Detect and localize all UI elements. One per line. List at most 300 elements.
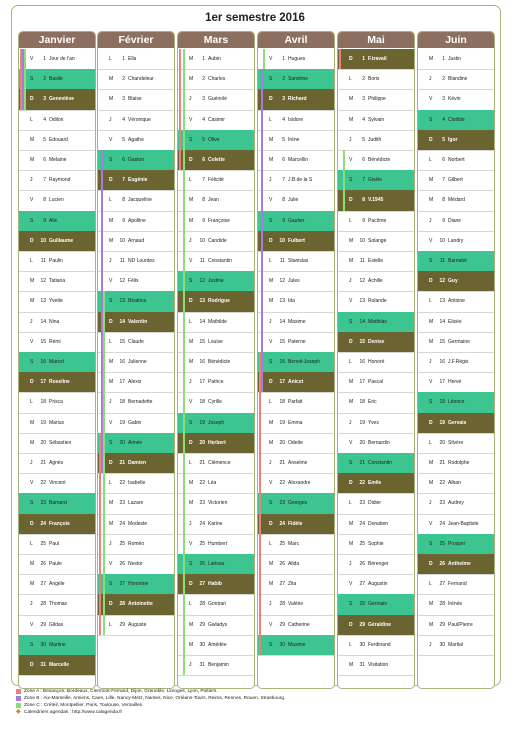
saint-name: Françoise: [208, 217, 230, 224]
saint-name: Diane: [448, 217, 462, 224]
holiday-zone-c-marker: [183, 170, 185, 190]
day-number: 24: [279, 520, 285, 527]
saint-name: Roméo: [128, 540, 145, 547]
holiday-zone-c-marker: [183, 332, 185, 352]
weekday-letter: M: [189, 217, 194, 224]
saint-name: Sylvain: [368, 116, 385, 123]
day-number: 23: [199, 500, 205, 507]
saint-name: Alexis: [128, 379, 142, 386]
day-number: 20: [439, 439, 445, 446]
day-number: 17: [279, 379, 285, 386]
day-row: [19, 130, 95, 151]
weekday-letter: V: [269, 56, 273, 62]
day-row: [338, 514, 414, 535]
day-row: [178, 49, 254, 70]
day-number: 2: [43, 76, 46, 83]
day-number: 13: [439, 298, 445, 305]
day-row: [338, 110, 414, 131]
saint-name: Eric: [368, 399, 377, 406]
holiday-zone-a-marker: [99, 534, 101, 554]
saint-name: Yves: [368, 419, 379, 426]
page-title: 1er semestre 2016: [205, 12, 305, 24]
weekday-letter: M: [349, 379, 354, 386]
day-row: [258, 231, 334, 252]
weekday-letter: S: [429, 540, 433, 547]
day-row: [19, 493, 95, 514]
day-row: [338, 291, 414, 312]
saint-name: Eugénie: [128, 177, 148, 184]
day-row: [418, 372, 494, 393]
day-row: [338, 251, 414, 272]
holiday-zone-b-marker: [261, 150, 263, 170]
weekday-letter: M: [189, 359, 194, 365]
saint-name: Donatien: [368, 520, 389, 527]
weekday-letter: S: [349, 601, 353, 608]
saint-name: Jour de l'an: [49, 56, 75, 62]
day-row: [418, 534, 494, 555]
day-number: 13: [119, 298, 125, 305]
holiday-zone-c-marker: [183, 291, 185, 311]
holiday-zone-c-marker: [183, 413, 185, 433]
holiday-zone-c-marker: [103, 352, 105, 372]
weekday-letter: M: [269, 278, 274, 285]
saint-name: Lucien: [49, 197, 64, 204]
day-number: 19: [359, 419, 365, 426]
weekday-letter: L: [269, 258, 272, 264]
saint-name: Valentin: [128, 318, 148, 325]
day-row: [338, 211, 414, 232]
day-number: 28: [359, 601, 365, 608]
saint-name: Marcelle: [49, 662, 70, 668]
day-row: [178, 251, 254, 272]
day-number: 27: [199, 581, 205, 588]
weekday-letter: D: [349, 621, 353, 628]
day-row: [338, 49, 414, 70]
zone-a-swatch: [16, 689, 21, 694]
legend-zone-a-text: Zone A : Besançon, Bordeaux, Clermont-Ferrand, Dijon, Grenoble, Limoges, Lyon, Poitiers.: [24, 689, 218, 694]
month-header: Janvier: [19, 32, 95, 48]
holiday-zone-c-marker: [183, 150, 185, 170]
saint-name: Colette: [208, 157, 225, 163]
day-number: 3: [202, 96, 205, 103]
weekday-letter: J: [30, 460, 33, 466]
saint-name: Médard: [448, 197, 465, 204]
weekday-letter: D: [109, 318, 113, 325]
weekday-letter: V: [349, 298, 353, 305]
day-number: 11: [439, 258, 445, 264]
holiday-zone-c-marker: [183, 453, 185, 473]
saint-name: Odilon: [49, 116, 64, 123]
saint-name: Georges: [288, 500, 308, 507]
day-number: 1: [282, 56, 285, 62]
holiday-zone-a-marker: [339, 49, 341, 69]
day-row: [178, 594, 254, 615]
saint-name: Léonce: [448, 399, 465, 406]
weekday-letter: M: [269, 581, 274, 588]
day-row: [178, 110, 254, 131]
day-row: [19, 352, 95, 373]
day-number: 7: [122, 177, 125, 184]
saint-name: Bernadette: [128, 399, 153, 406]
day-row: [258, 211, 334, 232]
saint-name: Rémi: [49, 338, 61, 345]
holiday-zone-c-marker: [103, 291, 105, 311]
day-number: 3: [282, 96, 285, 103]
weekday-letter: S: [30, 76, 34, 83]
weekday-letter: S: [429, 399, 433, 406]
day-row: [19, 433, 95, 454]
saint-name: Julienne: [128, 359, 147, 365]
day-row: [178, 372, 254, 393]
day-row: [98, 574, 174, 595]
holiday-zone-c-marker: [183, 251, 185, 271]
saint-name: Barnard: [49, 500, 67, 507]
day-number: 20: [199, 439, 205, 446]
weekday-letter: S: [30, 500, 34, 507]
weekday-letter: M: [109, 237, 114, 244]
holiday-zone-c-marker: [183, 574, 185, 594]
saint-name: Gervais: [448, 419, 467, 426]
day-number: 27: [439, 581, 445, 588]
day-row: [178, 271, 254, 292]
weekday-letter: J: [269, 460, 272, 466]
day-row: [418, 392, 494, 413]
day-number: 10: [439, 237, 445, 244]
weekday-letter: J: [30, 318, 33, 325]
weekday-letter: M: [429, 318, 434, 325]
day-row: [338, 433, 414, 454]
day-row: [418, 594, 494, 615]
weekday-letter: J: [269, 177, 272, 184]
saint-name: Barnabé: [448, 258, 467, 264]
day-number: 31: [40, 662, 46, 668]
weekday-letter: D: [429, 278, 433, 285]
saint-name: Alexandre: [288, 480, 311, 487]
weekday-letter: M: [189, 641, 194, 648]
weekday-letter: S: [189, 561, 193, 567]
holiday-zone-a-marker: [179, 150, 181, 170]
day-number: 5: [282, 136, 285, 143]
weekday-letter: V: [429, 237, 433, 244]
day-row: [258, 554, 334, 575]
holiday-zone-b-marker: [101, 150, 103, 170]
day-number: 15: [199, 338, 205, 345]
weekday-letter: V: [429, 96, 433, 103]
day-number: 29: [199, 621, 205, 628]
weekday-letter: S: [269, 500, 273, 507]
holiday-zone-a-marker: [99, 493, 101, 513]
weekday-letter: S: [189, 278, 193, 285]
holiday-zone-c-marker: [183, 594, 185, 614]
day-row: [338, 271, 414, 292]
month-0: [18, 31, 96, 689]
holiday-zone-c-marker: [183, 433, 185, 453]
saint-name: Honorine: [128, 581, 149, 588]
weekday-letter: L: [109, 621, 112, 628]
day-number: 6: [282, 157, 285, 163]
holiday-zone-b-marker: [261, 312, 263, 332]
day-row: [258, 493, 334, 514]
day-row: [178, 392, 254, 413]
weekday-letter: M: [269, 439, 274, 446]
saint-name: Guillaume: [49, 237, 74, 244]
day-row: [418, 635, 494, 656]
day-number: 2: [282, 76, 285, 83]
saint-name: Charles: [208, 76, 226, 83]
day-number: 21: [40, 460, 46, 466]
day-row: [178, 150, 254, 171]
day-number: 23: [439, 500, 445, 507]
day-number: 23: [359, 500, 365, 507]
day-row: [98, 150, 174, 171]
day-number: 19: [279, 419, 285, 426]
day-number: 6: [43, 157, 46, 163]
weekday-letter: M: [109, 379, 114, 386]
weekday-letter: V: [30, 480, 34, 487]
day-row: [258, 514, 334, 535]
holiday-zone-c-marker: [103, 392, 105, 412]
saint-name: Blandine: [448, 76, 468, 83]
holiday-zone-b-marker: [101, 211, 103, 231]
weekday-letter: J: [269, 318, 272, 325]
day-number: 28: [279, 601, 285, 608]
weekday-letter: D: [30, 520, 34, 527]
day-number: 27: [40, 581, 46, 588]
day-row: [338, 453, 414, 474]
weekday-letter: D: [189, 439, 193, 446]
weekday-letter: D: [109, 460, 113, 466]
weekday-letter: J: [189, 662, 192, 668]
day-row: [19, 49, 95, 70]
saint-name: Larissa: [208, 561, 225, 567]
day-row: [418, 554, 494, 575]
weekday-letter: D: [269, 520, 273, 527]
day-number: 30: [439, 641, 445, 648]
holiday-zone-c-marker: [183, 312, 185, 332]
day-number: 16: [359, 359, 365, 365]
day-row: [338, 312, 414, 333]
holiday-zone-c-marker: [343, 150, 345, 170]
weekday-letter: L: [349, 641, 352, 648]
day-number: 19: [40, 419, 46, 426]
day-row: [98, 110, 174, 131]
day-number: 6: [362, 157, 365, 163]
day-row: [98, 392, 174, 413]
holiday-zone-b-marker: [261, 332, 263, 352]
day-row: [418, 352, 494, 373]
weekday-letter: M: [30, 561, 35, 567]
weekday-letter: S: [349, 460, 353, 466]
holiday-zone-a-marker: [259, 574, 261, 594]
day-row: [19, 473, 95, 494]
holiday-zone-b-marker: [261, 372, 263, 392]
day-number: 24: [199, 520, 205, 527]
day-row: [258, 190, 334, 211]
weekday-letter: J: [109, 399, 112, 406]
day-number: 2: [122, 76, 125, 83]
day-number: 18: [359, 399, 365, 406]
saint-name: Chandeleur: [128, 76, 154, 83]
day-number: 27: [359, 581, 365, 588]
day-number: 17: [199, 379, 205, 386]
weekday-letter: M: [429, 601, 434, 608]
saint-name: Béatrice: [128, 298, 147, 305]
day-number: 22: [119, 480, 125, 487]
day-number: 8: [122, 197, 125, 204]
day-row: [98, 291, 174, 312]
day-number: 28: [119, 601, 125, 608]
day-number: 14: [119, 318, 125, 325]
day-row: [19, 190, 95, 211]
day-list: [178, 49, 254, 688]
saint-name: Denise: [368, 338, 385, 345]
day-row: [418, 170, 494, 191]
saint-name: Bénédicte: [208, 359, 231, 365]
day-row: [338, 655, 414, 676]
holiday-zone-a-marker: [179, 69, 181, 89]
day-number: 30: [279, 641, 285, 648]
holiday-zone-c-marker: [183, 190, 185, 210]
saint-name: Irène: [288, 136, 300, 143]
day-number: 17: [40, 379, 46, 386]
holiday-zone-c-marker: [103, 514, 105, 534]
day-row: [418, 251, 494, 272]
saint-name: Clotilde: [448, 116, 465, 123]
day-number: 22: [279, 480, 285, 487]
saint-name: Prisca: [49, 399, 63, 406]
saint-name: Alix: [49, 217, 58, 224]
day-row: [98, 594, 174, 615]
day-row: [178, 615, 254, 636]
weekday-letter: D: [349, 56, 353, 62]
saint-name: Roseline: [49, 379, 70, 386]
holiday-zone-b-marker: [261, 271, 263, 291]
weekday-letter: M: [269, 157, 274, 163]
holiday-zone-b-marker: [261, 89, 263, 109]
saint-name: Fernand: [448, 581, 467, 588]
day-number: 8: [442, 197, 445, 204]
day-row: [258, 413, 334, 434]
day-number: 22: [439, 480, 445, 487]
day-number: 30: [199, 641, 205, 648]
holiday-zone-a-marker: [179, 110, 181, 130]
weekday-letter: S: [189, 136, 193, 143]
holiday-zone-c-marker: [183, 231, 185, 251]
day-row: [98, 190, 174, 211]
day-row: [19, 392, 95, 413]
saint-name: Benoit-Joseph: [288, 359, 320, 365]
holiday-zone-a-marker: [259, 493, 261, 513]
saint-name: Ida: [288, 298, 295, 305]
day-row: [418, 574, 494, 595]
saint-name: Norbert: [448, 157, 465, 163]
weekday-letter: M: [349, 399, 354, 406]
day-number: 20: [119, 439, 125, 446]
day-number: 7: [282, 177, 285, 184]
day-row: [338, 473, 414, 494]
weekday-letter: M: [349, 540, 354, 547]
weekday-letter: L: [269, 399, 272, 406]
day-row: [98, 372, 174, 393]
day-row: [418, 615, 494, 636]
day-row: [178, 231, 254, 252]
day-number: 4: [362, 116, 365, 123]
day-row: [418, 150, 494, 171]
saint-name: Hugues: [288, 56, 306, 62]
weekday-letter: D: [30, 662, 34, 668]
weekday-letter: M: [429, 56, 434, 62]
weekday-letter: L: [429, 439, 432, 446]
saint-name: Nina: [49, 318, 60, 325]
weekday-letter: D: [189, 298, 193, 305]
day-row: [98, 332, 174, 353]
weekday-letter: M: [429, 460, 434, 466]
saint-name: Isidore: [288, 116, 304, 123]
weekday-letter: M: [189, 621, 194, 628]
weekday-letter: M: [189, 338, 194, 345]
saint-name: Parfait: [288, 399, 303, 406]
saint-name: Apolline: [128, 217, 146, 224]
zone-b-swatch: [16, 696, 21, 701]
weekday-letter: M: [349, 237, 354, 244]
holiday-zone-a-marker: [179, 89, 181, 109]
saint-name: Valérie: [288, 601, 304, 608]
holiday-zone-a-marker: [99, 574, 101, 594]
weekday-letter: L: [109, 197, 112, 204]
month-header: Juin: [418, 32, 494, 48]
holiday-zone-c-marker: [183, 493, 185, 513]
day-row: [19, 69, 95, 90]
day-row: [98, 312, 174, 333]
weekday-letter: V: [349, 581, 353, 588]
holiday-zone-a-marker: [99, 514, 101, 534]
day-number: 11: [359, 258, 365, 264]
day-row: [418, 110, 494, 131]
month-3: [257, 31, 335, 689]
day-row: [418, 231, 494, 252]
day-number: 25: [279, 540, 285, 547]
saint-name: Germain: [368, 601, 388, 608]
day-row: [258, 110, 334, 131]
saint-name: Mathilde: [208, 318, 227, 325]
holiday-zone-c-marker: [183, 49, 185, 69]
holiday-zone-c-marker: [103, 493, 105, 513]
holiday-zone-c-marker: [183, 635, 185, 655]
weekday-letter: L: [189, 318, 192, 325]
day-row: [338, 554, 414, 575]
day-number: 24: [119, 520, 125, 527]
legend-credit-text: Calendriers agendas : http://www.calagenda.fr: [24, 710, 123, 715]
weekday-letter: L: [429, 581, 432, 588]
saint-name: Anthelme: [448, 561, 471, 567]
weekday-letter: J: [429, 359, 432, 365]
day-row: [338, 170, 414, 191]
weekday-letter: D: [429, 136, 433, 143]
day-row: [178, 332, 254, 353]
saint-name: Fidèle: [288, 520, 303, 527]
saint-name: Rodolphe: [448, 460, 470, 466]
day-number: 12: [439, 278, 445, 285]
weekday-letter: V: [189, 399, 193, 406]
saint-name: Augustin: [368, 581, 388, 588]
weekday-letter: M: [349, 258, 354, 264]
saint-name: Basile: [49, 76, 63, 83]
weekday-letter: S: [109, 298, 113, 305]
holiday-zone-c-marker: [103, 554, 105, 574]
weekday-letter: L: [109, 480, 112, 487]
day-row: [418, 190, 494, 211]
saint-name: Bérenger: [368, 561, 389, 567]
